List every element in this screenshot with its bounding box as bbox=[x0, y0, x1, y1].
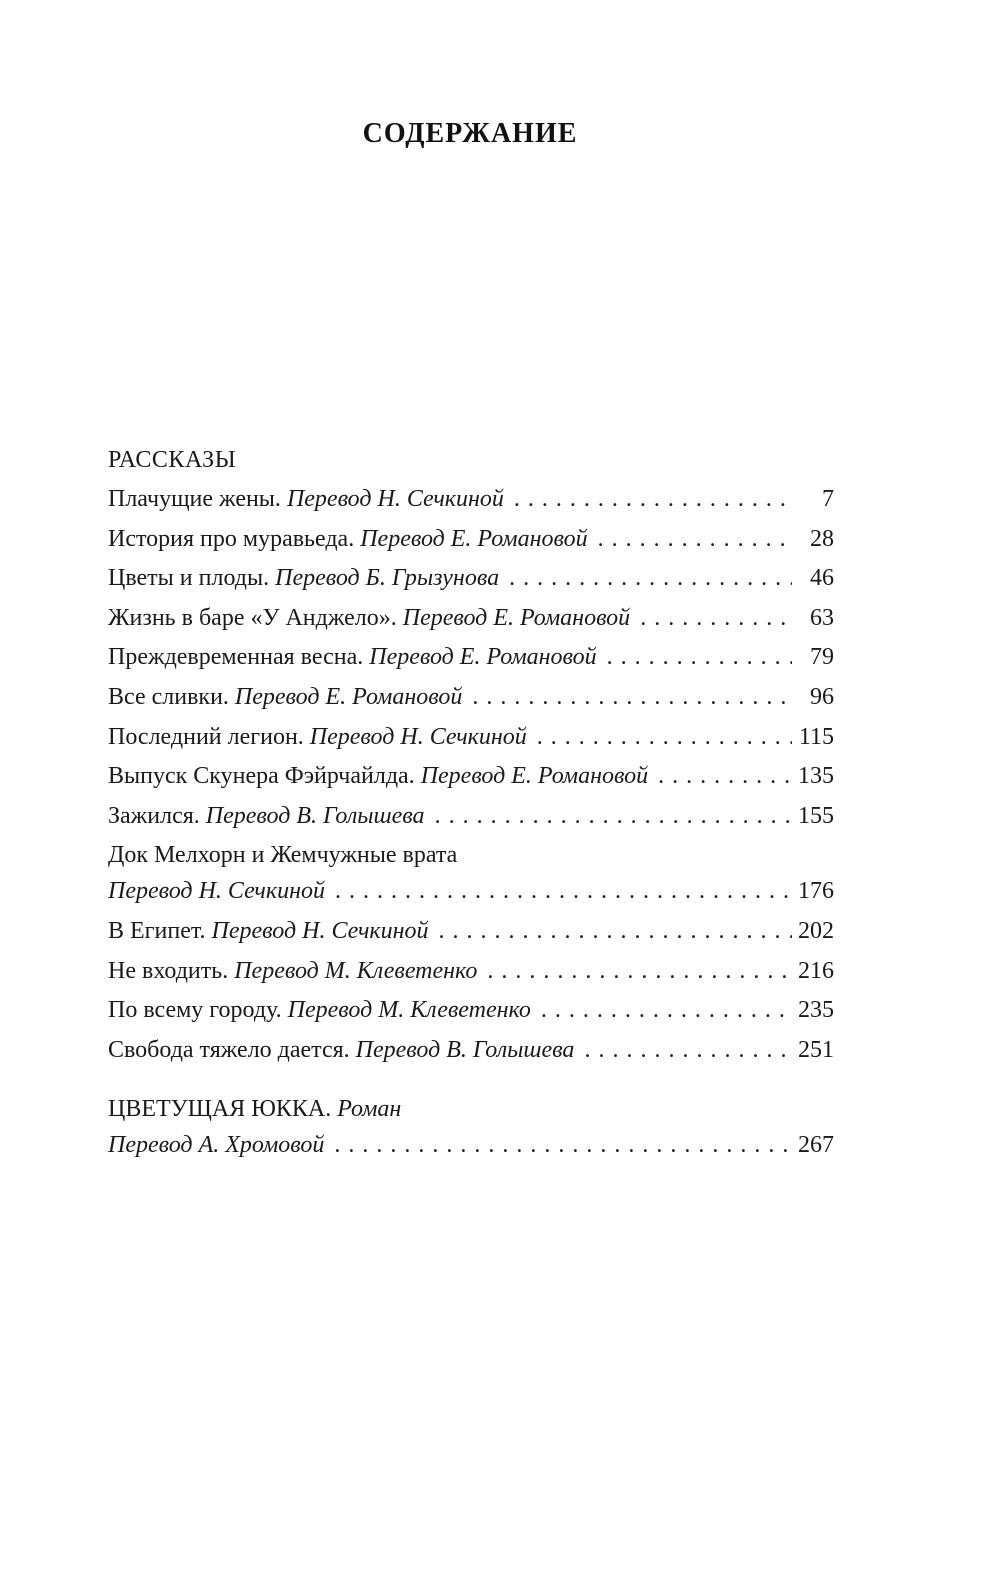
table-of-contents bbox=[108, 440, 834, 1166]
entry-translator: Перевод В. Голышева bbox=[355, 1036, 575, 1063]
entry-translator: Перевод Н. Сечкиной bbox=[211, 917, 429, 944]
entry-title: Свобода тяжело дается. bbox=[108, 1036, 350, 1063]
toc-entry[interactable] bbox=[108, 520, 834, 560]
toc-entry[interactable] bbox=[108, 757, 834, 797]
dot-leader bbox=[439, 912, 792, 952]
dot-leader bbox=[509, 559, 792, 599]
entry-title: Цветы и плоды. bbox=[108, 565, 270, 592]
dot-leader bbox=[541, 991, 792, 1031]
toc-entry[interactable] bbox=[108, 559, 834, 599]
toc-entry[interactable] bbox=[108, 952, 834, 992]
entry-page: 135 bbox=[798, 763, 834, 790]
entry-title: Жизнь в баре «У Анджело». bbox=[108, 604, 397, 631]
novel-genre: Роман bbox=[337, 1096, 402, 1123]
toc-entry-novel[interactable] bbox=[108, 1092, 834, 1166]
entry-title: Не входить. bbox=[108, 957, 229, 984]
entry-page: 46 bbox=[810, 565, 834, 592]
toc-entry[interactable] bbox=[108, 599, 834, 639]
entry-translator: Перевод Н. Сечкиной bbox=[108, 878, 325, 905]
entry-title: История про муравьеда. bbox=[108, 525, 355, 552]
entry-title: По всему городу. bbox=[108, 997, 282, 1024]
entry-page: 63 bbox=[810, 604, 834, 631]
entry-translator: Перевод Е. Романовой bbox=[420, 763, 649, 790]
entry-translator: Перевод В. Голышева bbox=[205, 802, 425, 829]
toc-entry[interactable] bbox=[108, 480, 834, 520]
entry-page: 28 bbox=[810, 525, 834, 552]
page-title: СОДЕРЖАНИЕ bbox=[362, 118, 578, 149]
entry-page: 235 bbox=[798, 997, 834, 1024]
entry-translator: Перевод Е. Романовой bbox=[234, 683, 463, 710]
entry-title: Плачущие жены. bbox=[108, 486, 281, 512]
entry-translator: Перевод Б. Грызунова bbox=[275, 565, 500, 592]
dot-leader bbox=[334, 1126, 792, 1166]
entry-translator: Перевод Е. Романовой bbox=[360, 525, 588, 552]
entry-translator: Перевод Н. Сечкиной bbox=[286, 486, 504, 512]
dot-leader bbox=[598, 520, 792, 560]
toc-entry[interactable] bbox=[108, 718, 834, 758]
entry-translator: Перевод М. Клеветенко bbox=[234, 957, 478, 984]
entry-page: 176 bbox=[798, 878, 834, 905]
entry-page: 115 bbox=[798, 723, 834, 750]
entry-page: 7 bbox=[822, 486, 834, 512]
entry-title: Выпуск Скунера Фэйрчайлда. bbox=[108, 763, 415, 790]
entry-title: Зажился. bbox=[108, 802, 200, 829]
novel-heading bbox=[108, 1092, 834, 1126]
dot-leader bbox=[472, 678, 792, 718]
entry-translator: Перевод А. Хромовой bbox=[108, 1132, 325, 1159]
toc-entry[interactable] bbox=[108, 912, 834, 952]
entry-title: Док Мелхорн и Жемчужные врата bbox=[108, 842, 458, 869]
toc-entry[interactable] bbox=[108, 1031, 834, 1071]
dot-leader bbox=[584, 1031, 792, 1071]
dot-leader bbox=[335, 872, 792, 912]
entry-page: 79 bbox=[810, 644, 834, 671]
entry-translator: Перевод М. Клеветенко bbox=[287, 997, 531, 1024]
entry-translator: Перевод Е. Романовой bbox=[402, 604, 631, 631]
dot-leader bbox=[435, 797, 792, 837]
toc-entry[interactable] bbox=[108, 991, 834, 1031]
toc-entry[interactable] bbox=[108, 797, 834, 837]
entry-title: Все сливки. bbox=[108, 683, 229, 710]
entry-title: В Египет. bbox=[108, 917, 206, 944]
entry-translator: Перевод Н. Сечкиной bbox=[309, 723, 527, 750]
entry-page: 96 bbox=[810, 683, 834, 710]
dot-leader bbox=[537, 718, 792, 758]
dot-leader bbox=[658, 757, 792, 797]
entry-page: 155 bbox=[798, 802, 834, 829]
dot-leader bbox=[487, 952, 792, 992]
novel-title: ЦВЕТУЩАЯ ЮККА. bbox=[108, 1096, 332, 1123]
entry-page: 202 bbox=[798, 917, 834, 944]
entry-title: Последний легион. bbox=[108, 723, 304, 750]
entry-page: 216 bbox=[798, 957, 834, 984]
entry-page: 267 bbox=[798, 1132, 834, 1159]
toc-entry[interactable] bbox=[108, 638, 834, 678]
entry-translator: Перевод Е. Романовой bbox=[369, 644, 597, 671]
entry-title: Преждевременная весна. bbox=[108, 644, 364, 671]
dot-leader bbox=[607, 638, 792, 678]
toc-entry-two-line[interactable] bbox=[108, 836, 834, 912]
section-heading-stories: РАССКАЗЫ bbox=[108, 447, 237, 473]
dot-leader bbox=[514, 480, 792, 520]
entry-page: 251 bbox=[798, 1036, 834, 1063]
toc-entry[interactable] bbox=[108, 678, 834, 718]
dot-leader bbox=[640, 599, 792, 639]
